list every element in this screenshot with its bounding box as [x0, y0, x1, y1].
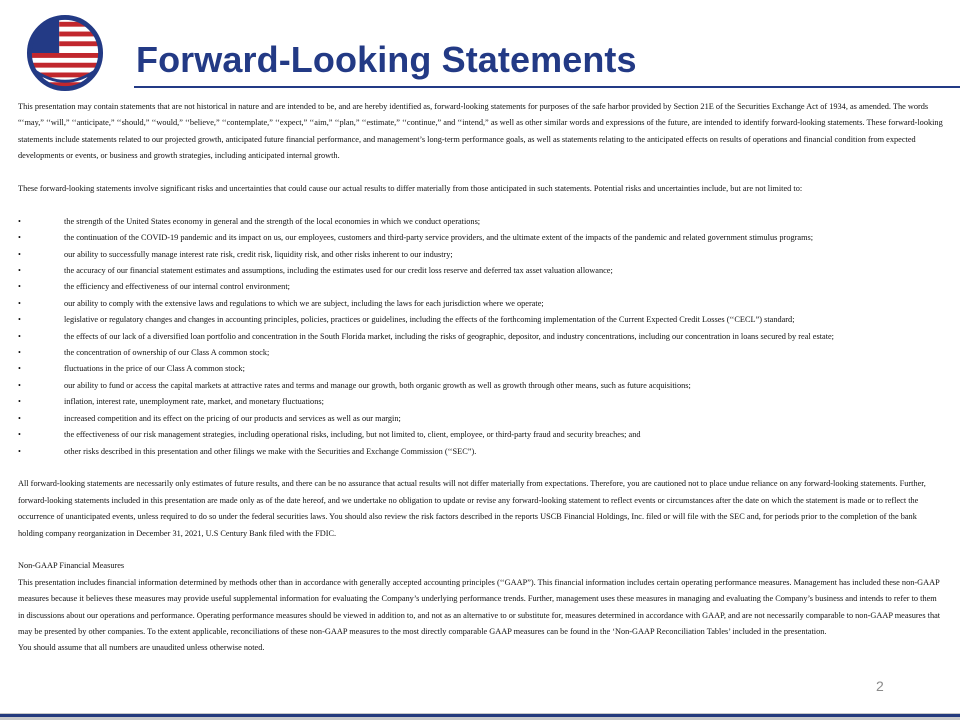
bullet: • [18, 233, 21, 243]
bullet: • [18, 430, 21, 440]
risk-text: our ability to successfully manage interest rate risk, credit risk, liquidity risk, and other risks inherent to our industry; [64, 249, 453, 259]
risk-list-item [18, 312, 944, 328]
flag-globe-logo [26, 14, 104, 92]
risk-text: other risks described in this presentation and other filings we make with the Securities and Exchange Commission (‘‘SEC”). [64, 446, 477, 456]
risk-list-item [18, 411, 944, 427]
bullet: • [18, 216, 21, 226]
risk-text: the effectiveness of our risk management strategies, including operational risks, including, but not limited to, client, employee, or third-party fraud and security breaches; and [64, 430, 641, 440]
bullet: • [18, 249, 21, 259]
risk-text: our ability to comply with the extensive laws and regulations to which we are subject, including the laws for each jurisdiction where we operate; [64, 298, 544, 308]
risk-list-item [18, 214, 944, 230]
risk-list-item [18, 427, 944, 443]
bullet: • [18, 413, 21, 423]
bullet: • [18, 266, 21, 276]
risk-list-item [18, 345, 944, 361]
bullet: • [18, 348, 21, 358]
paragraph-gap [18, 197, 944, 213]
paragraph-gap [18, 165, 944, 181]
risk-text: legislative or regulatory changes and changes in accounting principles, policies, practices or guidelines, including the effects of the forthcoming implementation of the Current Expected Credit Losses (‘‘CECL”) standard; [64, 315, 795, 325]
document-body [18, 99, 944, 657]
bullet: • [18, 282, 21, 292]
intro-paragraph: This presentation may contain statements that are not historical in nature and are intended to be, and are hereby identified as, forward-looking statements for purposes of the safe harbor provided by Section 21E of the Securities Exchange Act of 1934, as amended. The words “‘may,” ‘‘will,” ‘‘anticipate,” ‘‘should,” ‘‘would,” ‘‘believe,” ‘‘contemplate,” ‘‘expect,” ‘‘aim,” ‘‘plan,” ‘‘estimate,” ‘‘continue,” and ‘‘intend,” as well as other similar words and expressions of the future, are intended to identify forward-looking statements. These forward-looking statements include statements related to our projected growth, anticipated future financial performance, and management’s long-term performance goals, as well as statements relating to the anticipated effects on results of operations and financial condition from expected developments or events, or business and growth strategies, including anticipated internal growth. [18, 102, 943, 161]
bullet: • [18, 298, 21, 308]
bullet: • [18, 315, 21, 325]
risk-list-item [18, 361, 944, 377]
caution-paragraph: All forward-looking statements are necessarily only estimates of future results, and there can be no assurance that actual results will not differ materially from expectations. Therefore, you are cautioned not to place undue reliance on any forward-looking statements. Further, forward-looking statements included in this presentation are made only as of the date hereof, and we undertake no obligation to update or revise any forward-looking statement to reflect events or circumstances after the date on which the statement is made or to reflect the occurrence of unanticipated events, unless required to do so under the federal securities laws. You should also review the risk factors described in the reports USCB Financial Holdings, Inc. filed or will file with the SEC and, for periods prior to the completion of the bank holding company reorganization in December 31, 2021, U.S Century Bank filed with the FDIC. [18, 479, 926, 538]
risk-list-item [18, 296, 944, 312]
risk-text: the concentration of ownership of our Class A common stock; [64, 348, 270, 358]
risk-list-item [18, 263, 944, 279]
risk-text: inflation, interest rate, unemployment rate, market, and monetary fluctuations; [64, 397, 324, 407]
page-number: 2 [876, 678, 884, 694]
bullet: • [18, 397, 21, 407]
paragraph-gap [18, 460, 944, 476]
unaudited-note: You should assume that all numbers are unaudited unless otherwise noted. [18, 643, 265, 653]
risk-text: the effects of our lack of a diversified loan portfolio and concentration in the South Florida market, including the risks of geographic, depositor, and industry concentrations, including our concentration in loans secured by real estate; [64, 331, 834, 341]
footer-line [0, 714, 960, 717]
risk-text: the accuracy of our financial statement estimates and assumptions, including the estimates used for our credit loss reserve and deferred tax asset valuation allowance; [64, 266, 613, 276]
risk-text: our ability to fund or access the capital markets at attractive rates and terms and manage our growth, both organic growth as well as growth through other means, such as future acquisitions; [64, 380, 691, 390]
paragraph-gap [18, 542, 944, 558]
risk-list-item [18, 279, 944, 295]
risk-list-item [18, 329, 944, 345]
risk-list-item [18, 247, 944, 263]
risk-text: the efficiency and effectiveness of our internal control environment; [64, 282, 290, 292]
risk-text: increased competition and its effect on the pricing of our products and services as well as our margin; [64, 413, 401, 423]
page-title: Forward-Looking Statements [136, 39, 637, 80]
risk-list-item [18, 444, 944, 460]
risk-list [18, 214, 944, 460]
risk-text: fluctuations in the price of our Class A common stock; [64, 364, 245, 374]
bullet: • [18, 364, 21, 374]
bullet: • [18, 331, 21, 341]
risk-text: the strength of the United States economy in general and the strength of the local economies in which we conduct operations; [64, 216, 481, 226]
non-gaap-paragraph: This presentation includes financial information determined by methods other than in accordance with generally accepted accounting principles (‘‘GAAP”). This financial information includes certain operating performance measures. Management has included these non-GAAP measures because it believes these measures may provide useful supplemental information for evaluating the Company’s underlying performance trends. Further, management uses these measures in managing and evaluating the Company’s business and intends to refer to them in discussions about our operations and performance. Operating performance measures should be viewed in addition to, and not as an alternative to or substitute for, measures determined in accordance with GAAP, and are not necessarily comparable to non-GAAP measures that may be presented by other companies. To the extent applicable, reconciliations of these non-GAAP measures to the most directly comparable GAAP measures can be found in the ‘Non-GAAP Reconciliation Tables’ included in the presentation. [18, 577, 941, 636]
title-divider [134, 86, 960, 88]
risks-intro-paragraph: These forward-looking statements involve significant risks and uncertainties that could cause our actual results to differ materially from those anticipated in such statements. Potential risks and uncertainties include, but are not limited to: [18, 184, 803, 194]
risk-list-item [18, 230, 944, 246]
risk-text: the continuation of the COVID-19 pandemic and its impact on us, our employees, customers and third-party service providers, and the ultimate extent of the impacts of the pandemic and related government stimulus programs; [64, 233, 814, 243]
risk-list-item [18, 378, 944, 394]
risk-list-item [18, 394, 944, 410]
bullet: • [18, 380, 21, 390]
non-gaap-heading: Non-GAAP Financial Measures [18, 561, 125, 571]
bullet: • [18, 446, 21, 456]
